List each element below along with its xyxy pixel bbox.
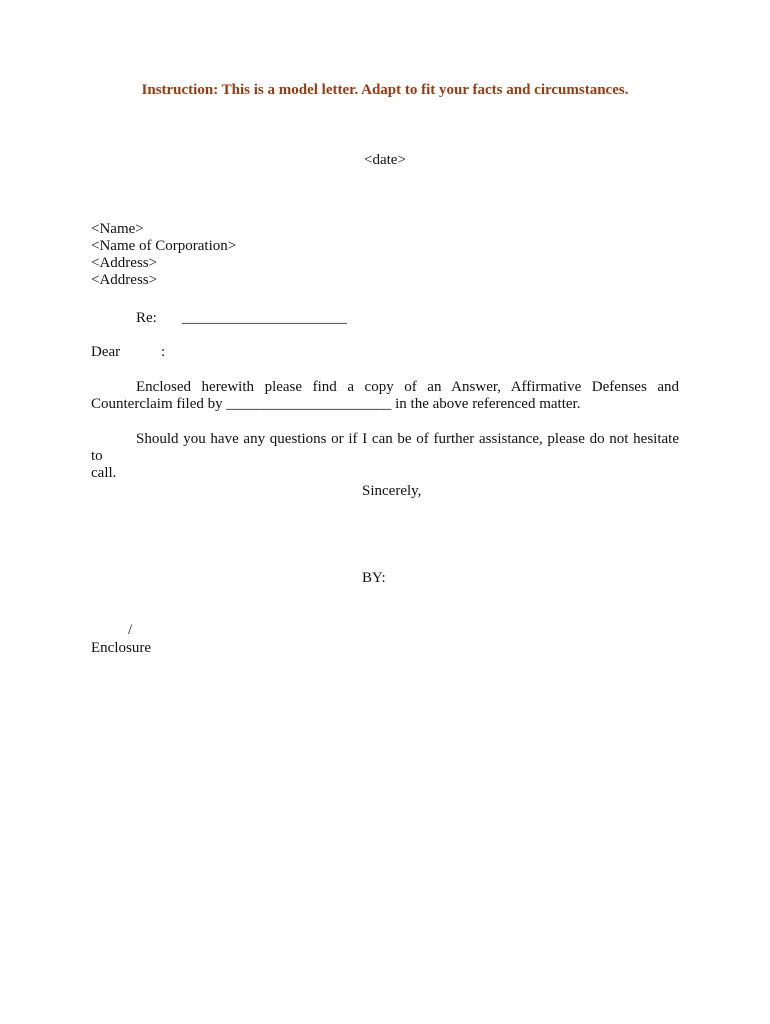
recipient-corporation: <Name of Corporation> [91,238,237,254]
signature-by: BY: [362,570,386,586]
recipient-address-line-1: <Address> [91,255,158,271]
recipient-address-block [91,221,236,289]
salutation [91,344,165,361]
salutation-dear: Dear [91,344,121,360]
instruction-note: Instruction: This is a model letter. Adapt to fit your facts and circumstances. [141,82,629,98]
enclosure-notation: Enclosure [91,640,151,656]
recipient-name: <Name> [91,221,144,237]
enclosure-paragraph [91,379,679,413]
re-line [136,310,347,327]
re-blank: ______________________ [182,310,347,326]
salutation-colon: : [161,344,166,360]
letter-date: <date> [364,152,406,168]
re-label: Re: [136,310,157,326]
closing: Sincerely, [362,483,422,499]
enclosure-paragraph-line-2: Counterclaim filed by ______________________ in the above referenced matter. [91,396,581,412]
questions-paragraph [91,431,679,482]
enclosure-paragraph-line-1: Enclosed herewith please find a copy of an Answer, Affirmative Defenses and [136,379,679,395]
initials-slash: / [128,622,133,638]
questions-paragraph-line-2: call. [91,465,117,481]
recipient-address-line-2: <Address> [91,272,158,288]
questions-paragraph-line-1: Should you have any questions or if I can be of further assistance, please do not hesitate to [91,431,679,464]
